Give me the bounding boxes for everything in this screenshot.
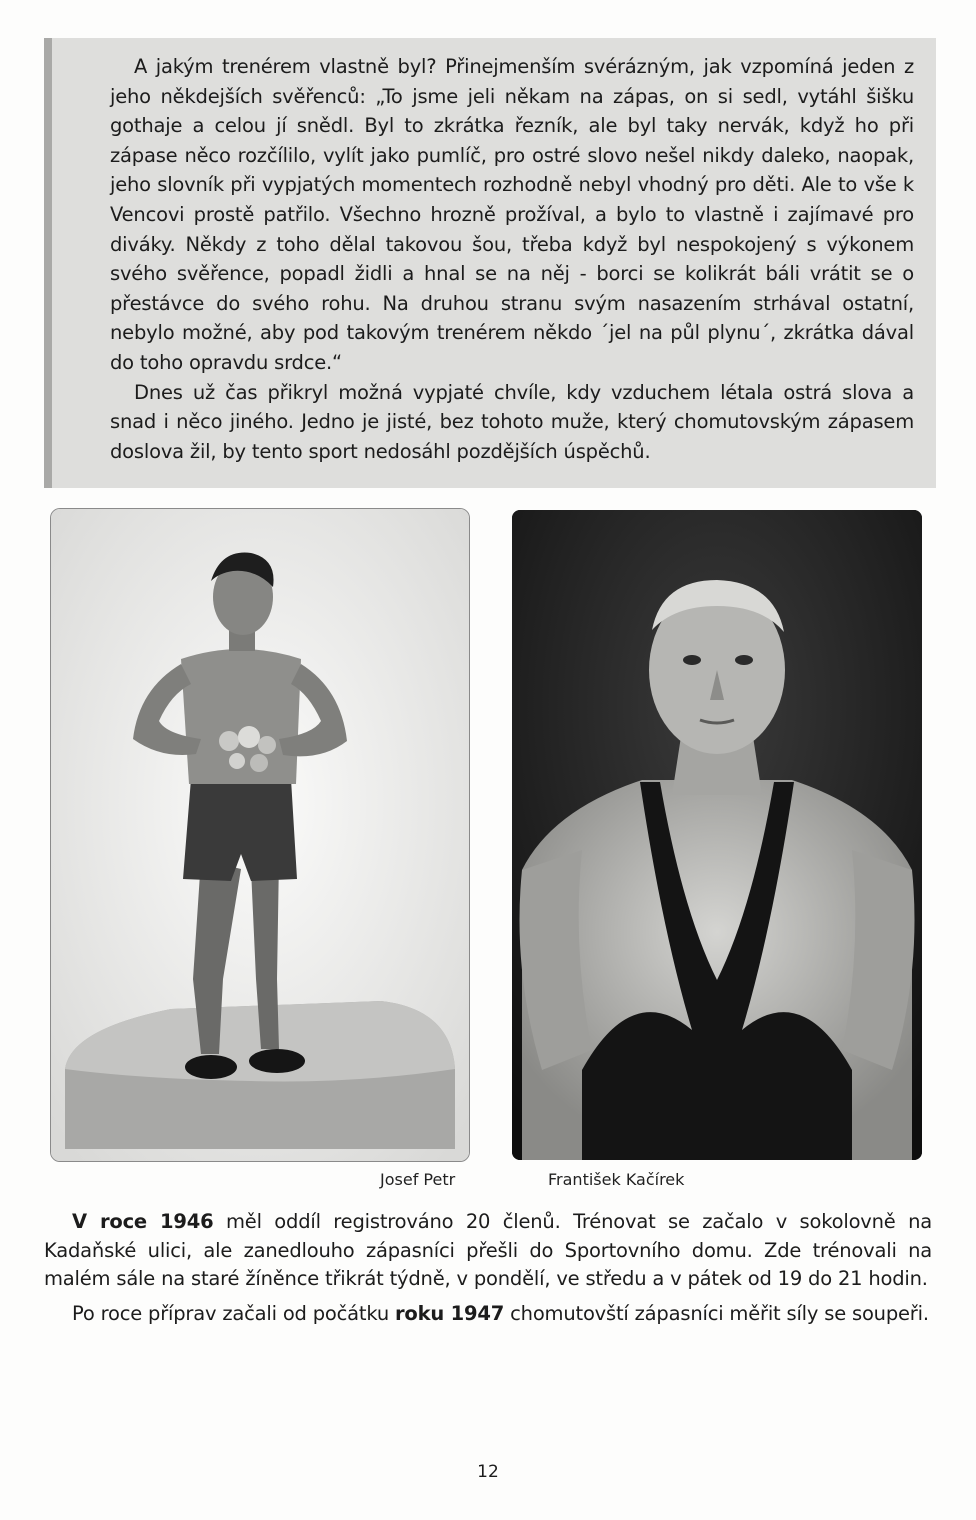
body-text — [44, 1208, 932, 1334]
quote-box — [44, 38, 936, 488]
quote-paragraph-1: A jakým trenérem vlastně byl? Přinejmenším svérázným, jak vzpomíná jeden z jeho někdejších svěřenců: „To jsme jeli někam na zápas, on si sedl, vytáhl šišku gothaje a celou jí snědl. Byl to zkrátka řezník, ale byl taky nervák, když ho při zápase něco rozčílilo, vylít jako pumlíč, pro ostré slovo nešel nikdy daleko, naopak, jeho slovník při vypjatých momentech rozhodně nebyl vhodný pro děti. Ale to vše k Vencovi prostě patřilo. Všechno hrozně prožíval, a bylo to vlastně i zajímavé pro diváky. Někdy z toho dělal takovou šou, třeba když byl nespokojený s výkonem svého svěřence, popadl židli a hnal se na něj - borci se kolikrát báli vrátit se o přestávce do svého rohu. Na druhou stranu svým nasazením strhával ostatní, nebylo možné, aby pod takovým trenérem někdo ´jel na půl plynu´, zkrátka dával do toho opravdu srdce.“ — [110, 55, 914, 374]
page-number: 12 — [477, 1462, 499, 1482]
wrestler-standing-illustration — [51, 509, 469, 1161]
body-paragraph-2-end: chomutovští zápasníci měřit síly se soupeři. — [504, 1301, 929, 1325]
wrestler-portrait-illustration — [512, 510, 922, 1160]
photo-frantisek-kacirek — [512, 510, 922, 1160]
body-paragraph-2 — [44, 1300, 932, 1329]
quote-sidebar — [44, 38, 52, 488]
body-paragraph-1 — [44, 1208, 932, 1294]
year-1946-bold: V roce 1946 — [72, 1210, 214, 1233]
year-1947-bold: roku 1947 — [395, 1301, 505, 1325]
quote-paragraph-2: Dnes už čas přikryl možná vypjaté chvíle, kdy vzduchem létala ostrá slova a snad i něco jiného. Jedno je jisté, bez tohoto muže, který chomutovským zápasem doslova žil, by tento sport nedosáhl pozdějších úspěchů. — [110, 380, 914, 463]
photo-josef-petr — [50, 508, 470, 1162]
photo-caption-josef-petr: Josef Petr — [380, 1170, 456, 1189]
photo-caption-frantisek-kacirek: František Kačírek — [548, 1170, 685, 1189]
body-paragraph-2-start: Po roce příprav začali od počátku — [72, 1301, 395, 1325]
body-paragraph-1-text: měl oddíl registrováno 20 členů. Trénovat se začalo v sokolovně na Kadaňské ulici, ale zanedlouho zápasníci přešli do Sportovního domu. Zde trénovali na malém sále na staré žíněnce třikrát týdně, v pondělí, ve středu a v pátek od 19 do 21 hodin. — [44, 1210, 932, 1290]
